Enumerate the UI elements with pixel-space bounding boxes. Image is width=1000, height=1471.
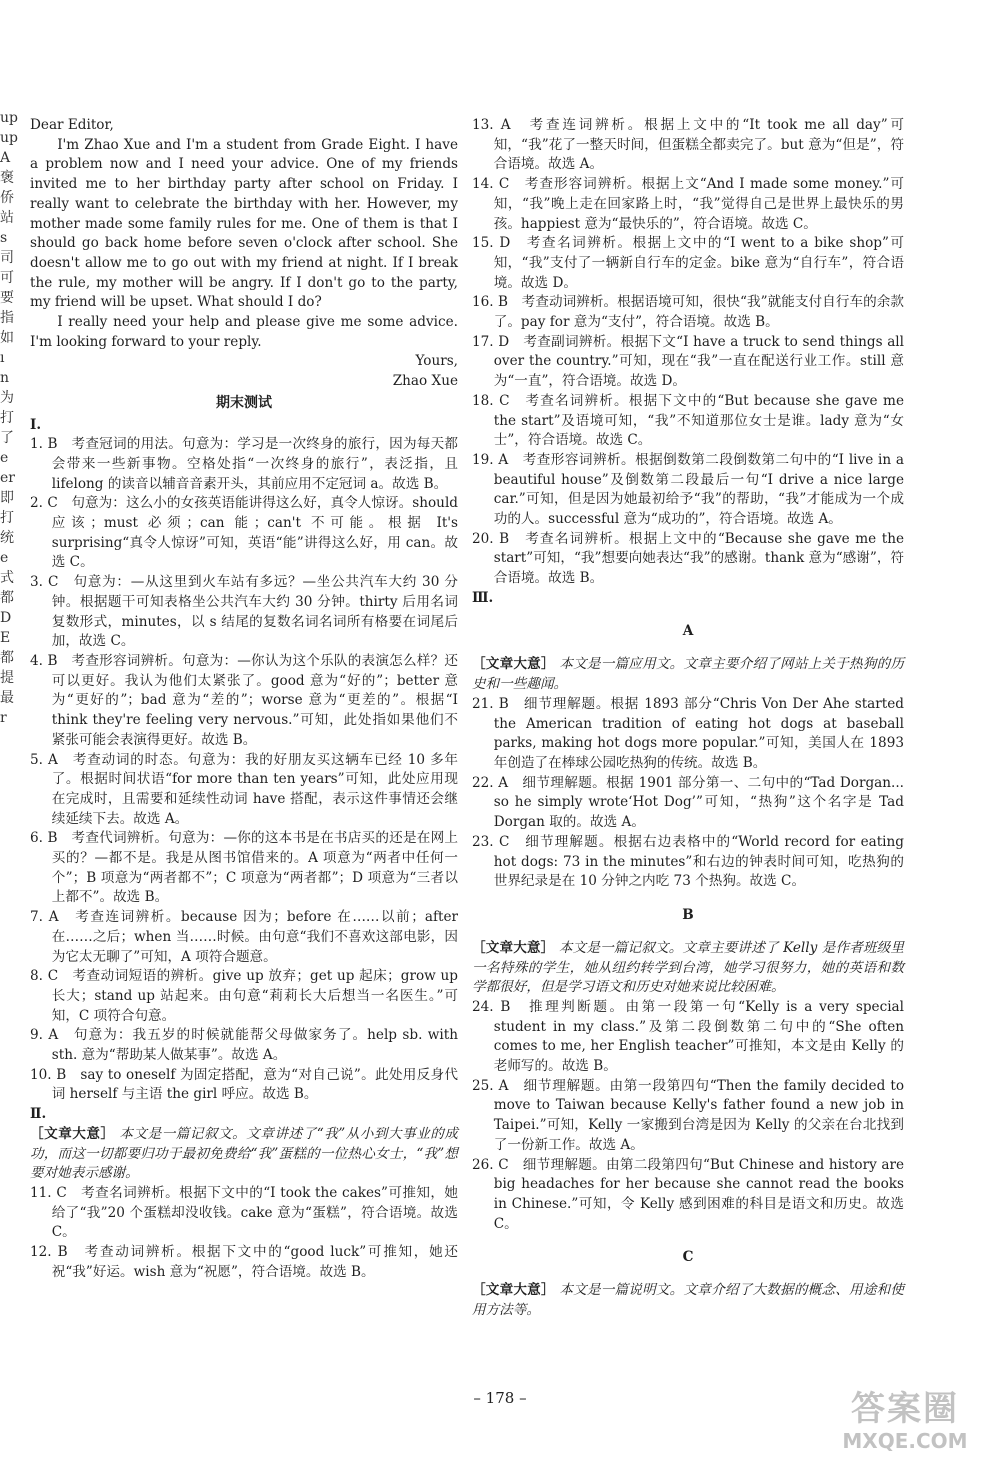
margin-fragment: D <box>0 610 12 626</box>
letter-paragraph-1: I'm Zhao Xue and I'm a student from Grade Eight. I have a problem now and I need your advice. One of my friends invited me to her birthday party after school on Friday. I really want to celebrate the birthday with her. However, my mother made some family rules for me. One of them is that I should go back home before seven o'clock after school. She doesn't allow me to go out with my friend at night. If I break the rule, my mother will be angry. If I don't go to the party, my friend will be upset. What should I do? <box>30 136 458 311</box>
answer-item: 20. B 考查名词辨析。根据上文中的“Because she gave me the start”可知，“我”想要向她表达“我”的感谢。thank 意为“感谢”，符合语境。故选 B。 <box>472 530 905 587</box>
section-1-list <box>30 435 458 1105</box>
answer-item: 22. A 细节理解题。根据 1901 部分第一、二句中的“Tad Dorgan... so he simply wrote‘Hot Dog’”可知，“热狗”这个名字是 Tad Dorgan 取的。故选 A。 <box>472 774 904 831</box>
margin-fragment <box>0 748 18 768</box>
answer-item: 18. C 考查名词辨析。根据下文中的“But because she gave me the start”及语境可知，“我”不知道那位女士是谁。lady 意为“女士”，符合语境。故选 C。 <box>472 392 904 449</box>
answer-item: 7. A 考查连词辨析。because 因为；before 在……以前；after 在……之后；when 当……时候。由句意“我们不喜欢这部电影，因为它太无聊了”可知，A 项符合题意。 <box>30 909 458 965</box>
part-b-label: B <box>682 906 694 923</box>
part-a-label: A <box>682 623 694 640</box>
margin-fragment <box>0 728 18 748</box>
margin-fragment: up <box>0 110 18 126</box>
margin-fragment: 为 <box>0 390 14 406</box>
margin-fragment: 要 <box>0 290 14 306</box>
margin-fragment: 提 <box>0 670 14 686</box>
margin-fragment: 统 <box>0 530 14 546</box>
answer-item: 5. A 考查动词的时态。句意为：我的好朋友买这辆车已经 10 多年了。根据时间状语“for more than ten years”可知，此处应用现在完成时，且需要和延续性动词 have 搭配，表示这件事情还会继续延续下去。故选 A。 <box>30 751 458 827</box>
answer-item: 17. D 考查副词辨析。根据下文“I have a truck to send things all over the country.”可知，现在“我”一直在配送行业工作。still 意为“一直”，符合语境。故选 D。 <box>472 333 904 390</box>
margin-fragment: 司 <box>0 250 14 266</box>
answer-item: 14. C 考查形容词辨析。根据上文“And I made some money.”可知，“我”晚上走在回家路上时，“我”觉得自己是世界上最快乐的男孩。happiest 意为“最快乐的”，符合语境。故选 C。 <box>472 176 904 232</box>
section-1-label: Ⅰ. <box>30 416 42 433</box>
letter-closing: Yours, <box>415 353 458 370</box>
margin-fragment: 站 <box>0 210 14 226</box>
summary-label: ［文章大意］ <box>472 1282 555 1299</box>
margin-fragment: 侨 <box>0 190 14 206</box>
answer-item: 15. D 考查名词辨析。根据上文中的“I went to a bike shop”可知，“我”支付了一辆新自行车的定金。bike 意为“自行车”，符合语境。故选 D。 <box>472 235 904 291</box>
margin-fragment: r <box>0 710 7 726</box>
answer-item: 6. B 考查代词辨析。句意为：—你的这本书是在书店买的还是在网上买的？—都不是。我是从图书馆借来的。A 项意为“两者中任何一个”；B 项意为“两者都不”；C 项意为“两者都”；D 项意为“三者以上都不”。故选 B。 <box>30 830 458 906</box>
margin-fragment: 即 <box>0 490 14 506</box>
margin-fragment: 如 <box>0 330 14 346</box>
section-2-summary <box>30 1125 458 1184</box>
answer-item: 26. C 细节理解题。由第二段第四句“But Chinese and history are big headaches for her because she cannot read the books in Chinese.”可知，令 Kelly 感到困难的科目是语文和历史。故选 C。 <box>472 1156 904 1232</box>
margin-fragment: 了 <box>0 430 14 446</box>
answer-item: 23. C 细节理解题。根据右边表格中的“World record for eating hot dogs: 73 in the minutes”和右边的钟表时间可知，吃热狗的世界纪录是在 10 分钟之内吃 73 个热狗。故选 C。 <box>472 833 904 890</box>
answer-item: 8. C 考查动词短语的辨析。give up 放弃；get up 起床；grow up 长大；stand up 站起来。由句意“莉莉长大后想当一名医生。”可知，C 项符合句意。 <box>30 968 458 1024</box>
margin-fragment: up <box>0 130 18 146</box>
letter-paragraph-2: I really need your help and please give me some advice. I'm looking forward to your reply. <box>30 314 458 350</box>
summary-text: 本文是一篇说明文。文章介绍了大数据的概念、用途和使用方法等。 <box>472 1282 905 1318</box>
answer-item: 10. B say to oneself 为固定搭配，意为“对自己说”。此处用反身代词 herself 与主语 the girl 呼应。故选 B。 <box>30 1066 458 1103</box>
watermark-text: 答案圈 <box>851 1389 959 1429</box>
right-column <box>472 116 904 1321</box>
answer-item: 11. C 考查名词辨析。根据下文中的“I took the cakes”可推知，她给了“我”20 个蛋糕却没收钱。cake 意为“蛋糕”，符合语境。故选 C。 <box>30 1184 458 1241</box>
cropped-left-margin <box>0 108 18 1188</box>
margin-fragment: E <box>0 630 11 646</box>
letter-signature: Zhao Xue <box>392 373 458 390</box>
exam-title: 期末测试 <box>216 394 272 411</box>
left-column <box>30 116 458 1282</box>
letter-salutation: Dear Editor, <box>30 117 114 133</box>
answer-item: 16. B 考查动词辨析。根据语境可知，很快“我”就能支付自行车的余款了。pay for 意为“支付”，符合语境。故选 B。 <box>472 294 904 331</box>
page-number: – 178 – <box>473 1389 527 1407</box>
margin-fragment: er <box>0 470 15 486</box>
margin-fragment: 最 <box>0 690 14 706</box>
margin-fragment: s <box>0 230 8 246</box>
margin-fragment: 式 <box>0 570 14 586</box>
summary-text: 本文是一篇记叙文。文章主要讲述了 Kelly 是作者班级里一名特殊的学生，她从纽约转学到台湾，她学习很努力，她的英语和数学都很好，但是学习语文和历史对她来说比较困难。 <box>472 939 904 996</box>
section-3-label: Ⅲ. <box>472 589 494 606</box>
answer-item: 13. A 考查连词辨析。根据上文中的“It took me all day”可知，“我”花了一整天时间，但蛋糕全都卖完了。but 意为“但是”，符合语境。故选 A。 <box>472 117 904 173</box>
part-c-label: C <box>682 1248 694 1265</box>
summary-text: 本文是一篇应用文。文章主要介绍了网站上关于热狗的历史和一些趣闻。 <box>472 656 905 693</box>
part-c-summary <box>472 1281 904 1320</box>
answer-item: 2. C 句意为：这么小的女孩英语能讲得这么好，真令人惊讶。should 应该；must 必须；can 能；can't 不可能。根据 It's surprising“真令人惊讶”可知，英语“能”讲得这么好，用 can。故选 C。 <box>30 495 458 571</box>
summary-label: ［文章大意］ <box>472 939 555 956</box>
part-b-summary <box>472 939 904 998</box>
answer-item: 21. B 细节理解题。根据 1893 部分“Chris Von Der Ahe started the American tradition of eating hot dogs at baseball parks, making hot dogs more popular.”可知，美国人在 1893 年创造了在棒球公园吃热狗的传统。故选 B。 <box>472 695 904 771</box>
summary-label: ［文章大意］ <box>472 656 555 673</box>
summary-text: 本文是一篇记叙文。文章讲述了“我”从小到大事业的成功，而这一切都要归功于最初免费给“我”蛋糕的一位热心女士，“我”想要对她表示感谢。 <box>30 1125 458 1182</box>
answer-item: 25. A 细节理解题。由第一段第四句“Then the family decided to move to Taiwan because Kelly's father found a new job in Taipei.”可知，Kelly 一家搬到台湾是因为 Kelly 的父亲在台北找到了一份新工作。故选 A。 <box>472 1077 904 1153</box>
margin-fragment: 都 <box>0 590 14 606</box>
answer-item: 9. A 句意为：我五岁的时候就能帮父母做家务了。help sb. with sth. 意为“帮助某人做某事”。故选 A。 <box>30 1027 458 1064</box>
answer-item: 12. B 考查动词辨析。根据下文中的“good luck”可推知，她还祝“我”好运。wish 意为“祝愿”，符合语境。故选 B。 <box>30 1244 458 1280</box>
margin-fragment: ı <box>0 350 5 366</box>
margin-fragment: 都 <box>0 650 14 666</box>
answer-item: 24. B 推理判断题。由第一段第一句“Kelly is a very special student in my class.”及第二段倒数第二句中的“She often comes to me, her English teacher”可推知，本文是由 Kelly 的老师写的。故选 B。 <box>472 998 904 1075</box>
margin-fragment: 打 <box>0 410 14 426</box>
answer-item: 19. A 考查形容词辨析。根据倒数第二段倒数第二句中的“I live in a beautiful house”及倒数第二段最后一句“I drive a nice large car.”可知，但是因为她最初给予“我”的帮助，“我”才能成为一个成功的人。successful 意为“成功的”，符合语境。故选 A。 <box>472 451 904 528</box>
section-2-label: Ⅱ. <box>30 1106 47 1123</box>
summary-label: ［文章大意］ <box>30 1125 115 1142</box>
margin-fragment: A <box>0 150 11 166</box>
margin-fragment: n <box>0 370 10 386</box>
margin-fragment: e <box>0 550 9 566</box>
margin-fragment: 褒 <box>0 170 14 186</box>
watermark-url: MXQE.COM <box>842 1429 968 1453</box>
watermark-logo <box>830 1389 980 1459</box>
margin-fragment: 指 <box>0 310 14 326</box>
margin-fragment: 可 <box>0 270 14 286</box>
part-a-summary <box>472 655 904 694</box>
answer-item: 1. B 考查冠词的用法。句意为：学习是一次终身的旅行，因为每天都会带来一些新事物。空格处指“一次终身的旅行”，表泛指，且 lifelong 的读音以辅音音素开头，其前应用不定冠词 a。故选 B。 <box>30 436 458 492</box>
answer-item: 3. C 句意为：—从这里到火车站有多远？—坐公共汽车大约 30 分钟。根据题干可知表格坐公共汽车大约 30 分钟。thirty 后用名词复数形式，minutes，以 s 结尾的复数名词名词所有格要在词尾后加，故选 C。 <box>30 574 458 650</box>
answer-item: 4. B 考查形容词辨析。句意为：—你认为这个乐队的表演怎么样？还可以更好。我认为他们太紧张了。good 意为“好的”；better 意为“更好的”；bad 意为“差的”；worse 意为“更差的”。根据“I think they're feeling very nervous.”可知，此处指如果他们不紧张可能会表演得更好。故选 B。 <box>30 652 458 748</box>
margin-fragment: 打 <box>0 510 14 526</box>
margin-fragment: e <box>0 450 9 466</box>
